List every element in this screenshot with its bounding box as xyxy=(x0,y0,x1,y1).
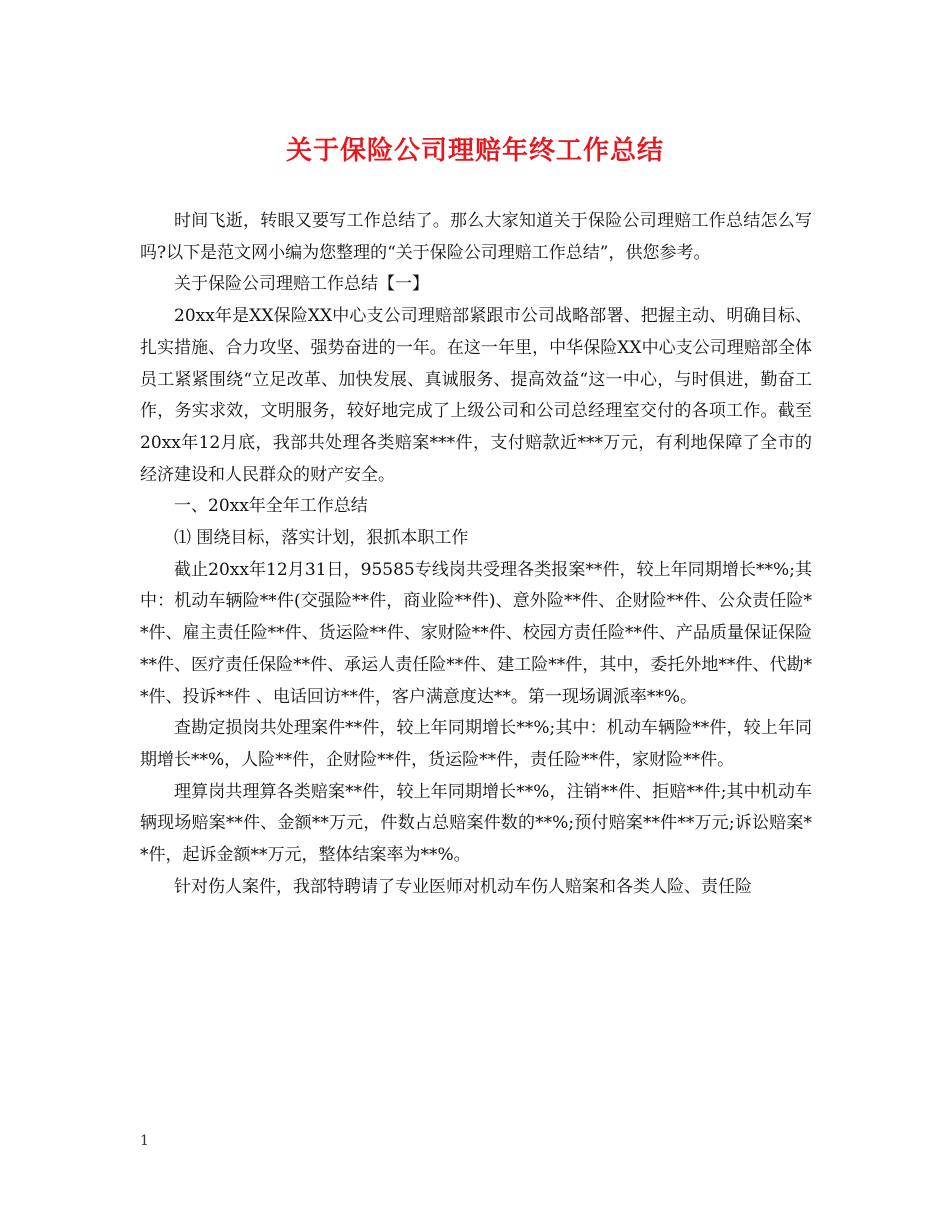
paragraph-adjustment: 理算岗共理算各类赔案**件，较上年同期增长**%，注销**件、拒赔**件;其中机动车辆现场赔案**件、金额**万元，件数占总赔案件数的**%;预付赔案**件**万元;诉讼赔案**件，起诉金额**万元，整体结案率为**%。 xyxy=(140,781,812,866)
paragraph-injury: 针对伤人案件，我部特聘请了专业医师对机动车伤人赔案和各类人险、责任险 xyxy=(174,876,752,897)
document-body xyxy=(140,206,812,903)
page-number: 1 xyxy=(140,1133,149,1149)
paragraph-overview: 20xx年是XX保险XX中心支公司理赔部紧跟市公司战略部署、把握主动、明确目标、扎实措施、合力攻坚、强势奋进的一年。在这一年里，中华保险XX中心支公司理赔部全体员工紧紧围绕“立足改革、加快发展、真诚服务、提高效益“这一中心，与时俱进，勤奋工作，务实求效，文明服务，较好地完成了上级公司和公司总经理室交付的各项工作。截至20xx年12月底，我部共处理各类赔案***件，支付赔款近***万元，有利地保障了全市的经济建设和人民群众的财产安全。 xyxy=(140,306,812,485)
paragraph-intro: 时间飞逝，转眼又要写工作总结了。那么大家知道关于保险公司理赔工作总结怎么写吗?以下是范文网小编为您整理的“关于保险公司理赔工作总结”，供您参考。 xyxy=(140,211,812,263)
paragraph-section-heading: 关于保险公司理赔工作总结【一】 xyxy=(174,274,429,295)
paragraph-subheading-1: ⑴ 围绕目标，落实计划，狠抓本职工作 xyxy=(174,528,469,549)
paragraph-heading-1: 一、20xx年全年工作总结 xyxy=(174,496,368,517)
paragraph-survey: 查勘定损岗共处理案件**件，较上年同期增长**%;其中：机动车辆险**件，较上年同期增长**%，人险**件，企财险**件，货运险**件，责任险**件，家财险**件。 xyxy=(140,718,812,770)
document-title: 关于保险公司理赔年终工作总结 xyxy=(285,136,664,166)
paragraph-hotline: 截止20xx年12月31日，95585专线岗共受理各类报案**件，较上年同期增长**%;其中：机动车辆险**件(交强险**件，商业险**件)、意外险**件、企财险**件、公众责任险**件、雇主责任险**件、货运险**件、家财险**件、校园方责任险**件、产品质量保证保险**件、医疗责任保险**件、承运人责任险**件、建工险**件，其中，委托外地**件、代勘**件、投诉**件 、电话回访**件，客户满意度达**。第一现场调派率**%。 xyxy=(140,559,812,707)
